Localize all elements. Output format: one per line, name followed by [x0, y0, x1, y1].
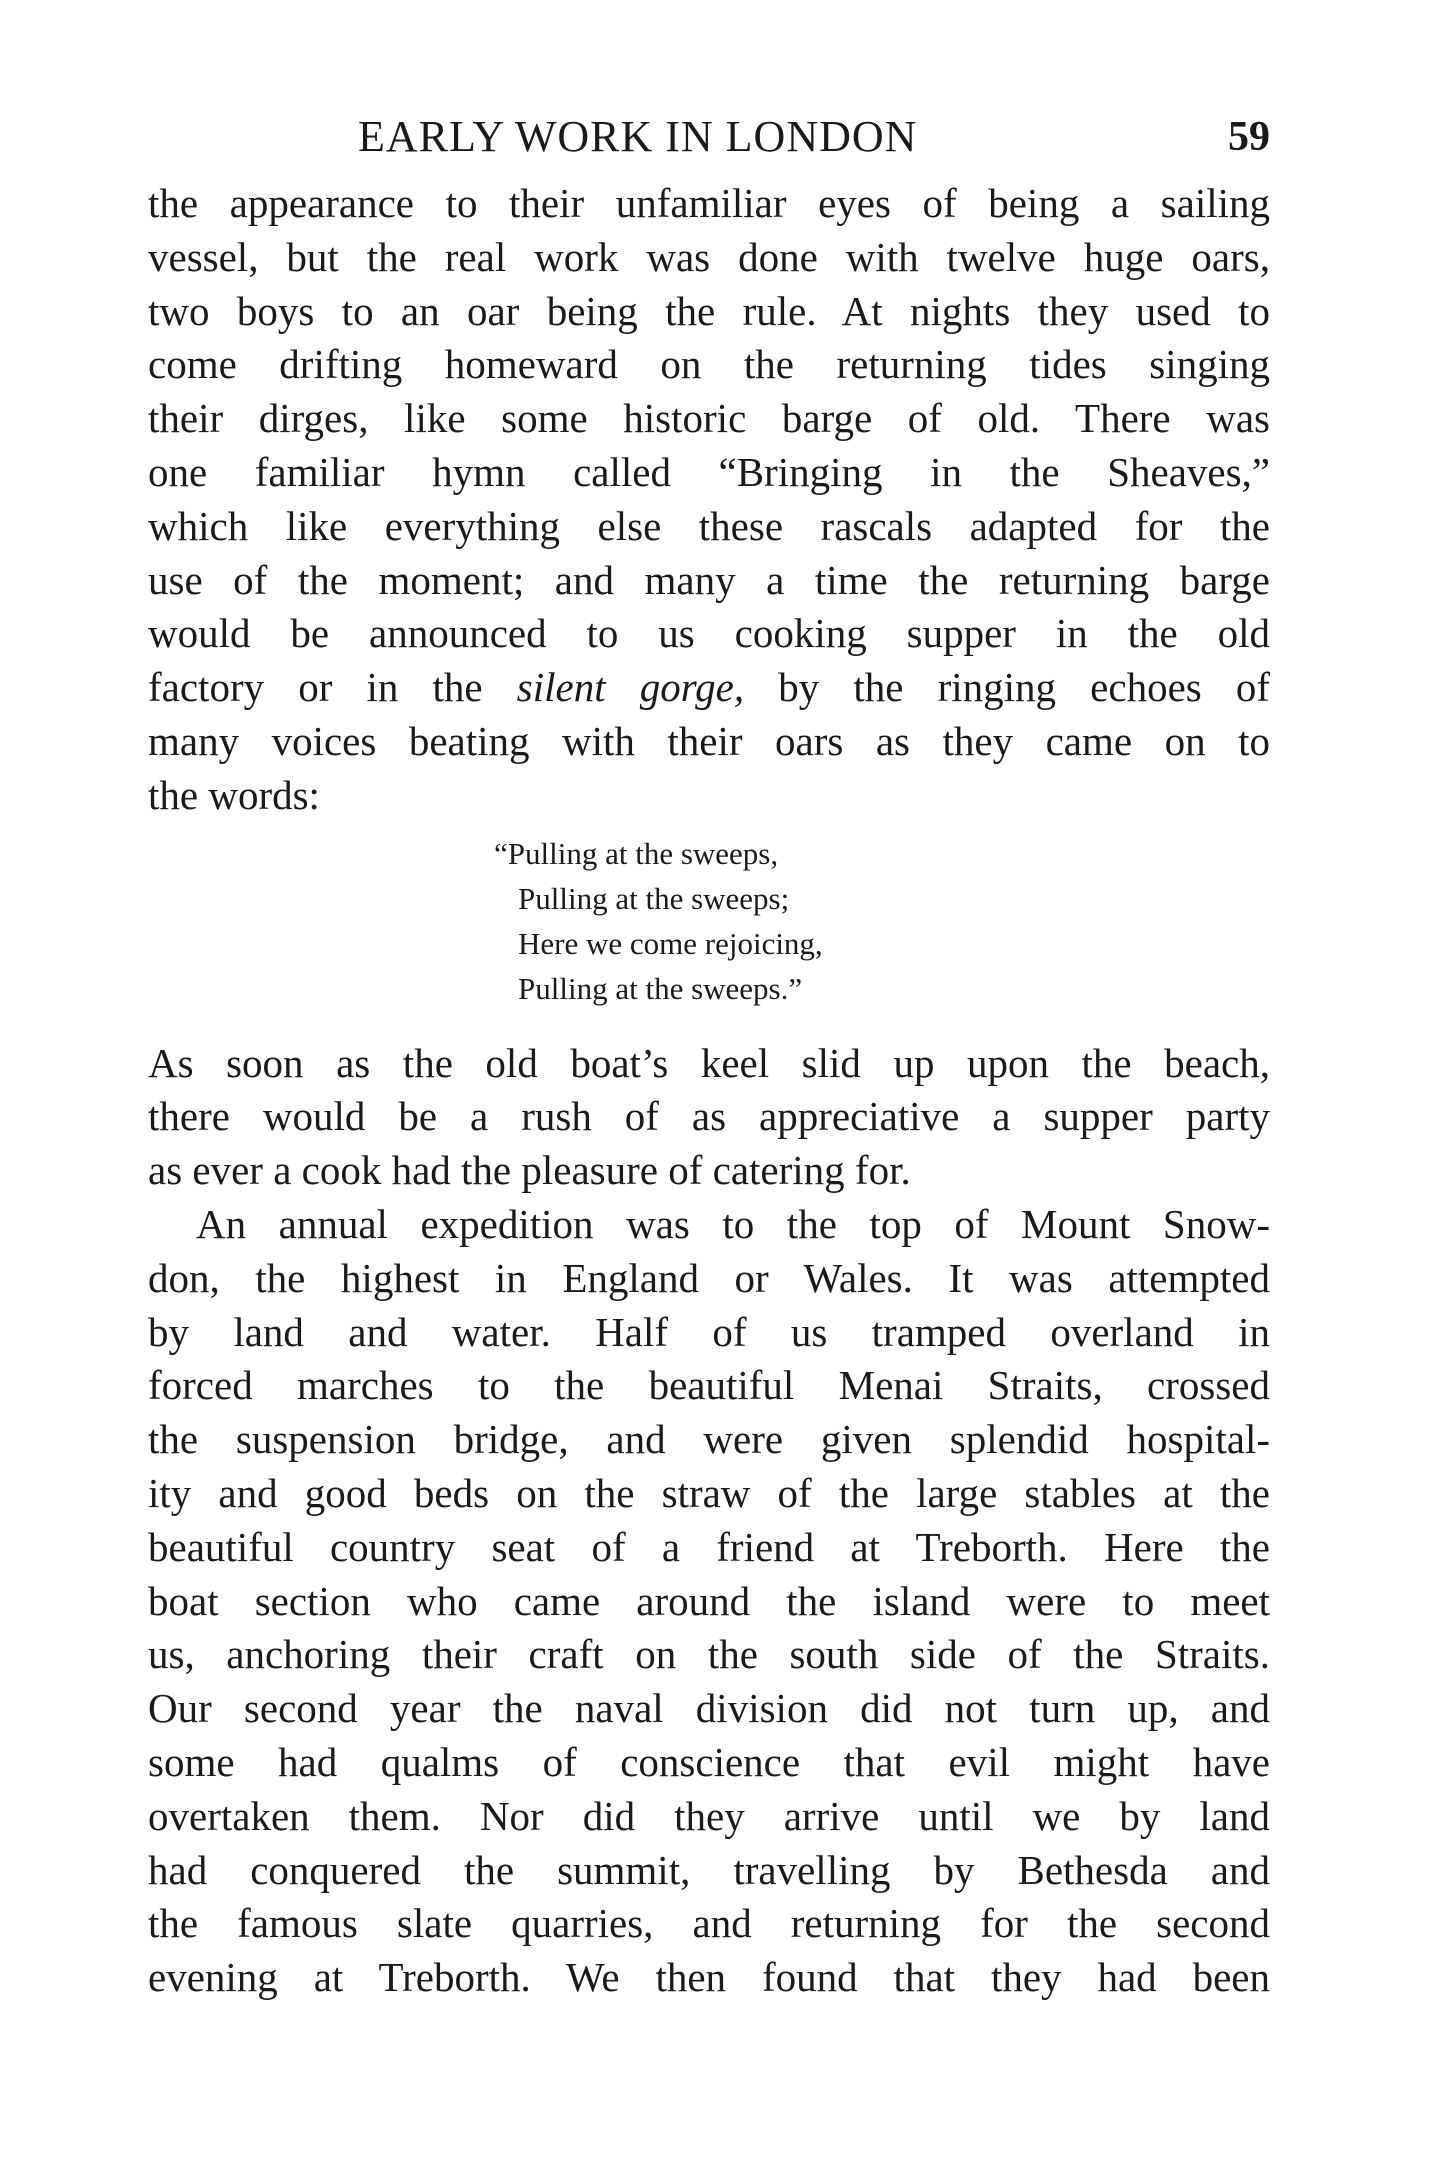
text-line: the famous slate quarries, and returning for the second: [148, 1900, 1270, 1947]
text-fragment: by the ringing echoes of: [778, 664, 1271, 711]
paragraph-2: [148, 1037, 1270, 1198]
text-line: boat section who came around the island were to meet: [148, 1577, 1270, 1624]
text-line: the words:: [148, 771, 320, 818]
text-line: come drifting homeward on the returning tides singing: [148, 341, 1270, 388]
text-line: one familiar hymn called “Bringing in the Sheaves,”: [148, 448, 1270, 495]
text-line: don, the highest in England or Wales. It was attempted: [148, 1254, 1270, 1301]
text-line: evening at Treborth. We then found that they had been: [148, 1954, 1270, 2001]
paragraph-3: [148, 1198, 1270, 2005]
text-line: forced marches to the beautiful Menai Straits, crossed: [148, 1362, 1270, 1409]
text-line: An annual expedition was to the top of Mount Snow-: [196, 1200, 1270, 1247]
text-line-mixed: [148, 661, 1270, 715]
text-line: the appearance to their unfamiliar eyes of being a sailing: [148, 180, 1270, 226]
page-number: 59: [1228, 114, 1270, 160]
text-line: there would be a rush of as appreciative a supper party: [148, 1093, 1270, 1140]
text-line: the suspension bridge, and were given splendid hospital-: [148, 1416, 1270, 1463]
running-head: [148, 105, 1270, 169]
text-line: some had qualms of conscience that evil might have: [148, 1738, 1270, 1785]
text-line: As soon as the old boat’s keel slid up upon the beach,: [148, 1039, 1270, 1086]
text-line: which like everything else these rascals adapted for the: [148, 502, 1270, 549]
text-line: ity and good beds on the straw of the large stables at the: [148, 1469, 1270, 1516]
text-line: had conquered the summit, travelling by Bethesda and: [148, 1846, 1270, 1893]
book-page: [148, 105, 1270, 2005]
running-title: EARLY WORK IN LONDON: [358, 112, 918, 161]
paragraph-1: [148, 177, 1270, 823]
verse-line: Pulling at the sweeps;: [518, 880, 790, 916]
text-line: would be announced to us cooking supper in the old: [148, 610, 1270, 657]
hymn-verse: [494, 831, 1270, 1011]
text-line: Our second year the naval division did not turn up, and: [148, 1685, 1270, 1732]
text-line: many voices beating with their oars as they came on to: [148, 717, 1270, 764]
text-line: overtaken them. Nor did they arrive until we by land: [148, 1792, 1270, 1839]
text-line: vessel, but the real work was done with twelve huge oars,: [148, 233, 1270, 280]
text-line: their dirges, like some historic barge of old. There was: [148, 395, 1270, 442]
text-line: as ever a cook had the pleasure of catering for.: [148, 1147, 911, 1194]
text-line: beautiful country seat of a friend at Treborth. Here the: [148, 1523, 1270, 1570]
verse-line: Pulling at the sweeps.”: [518, 970, 803, 1006]
text-line: us, anchoring their craft on the south side of the Straits.: [148, 1631, 1270, 1678]
verse-line: Here we come rejoicing,: [518, 925, 823, 961]
italic-phrase: silent gorge,: [516, 664, 745, 711]
text-line: by land and water. Half of us tramped overland in: [148, 1308, 1270, 1355]
verse-line: “Pulling at the sweeps,: [494, 835, 779, 871]
text-line: two boys to an oar being the rule. At nights they used to: [148, 287, 1270, 334]
text-line: use of the moment; and many a time the returning barge: [148, 556, 1270, 603]
text-fragment: factory or in the: [148, 664, 483, 711]
